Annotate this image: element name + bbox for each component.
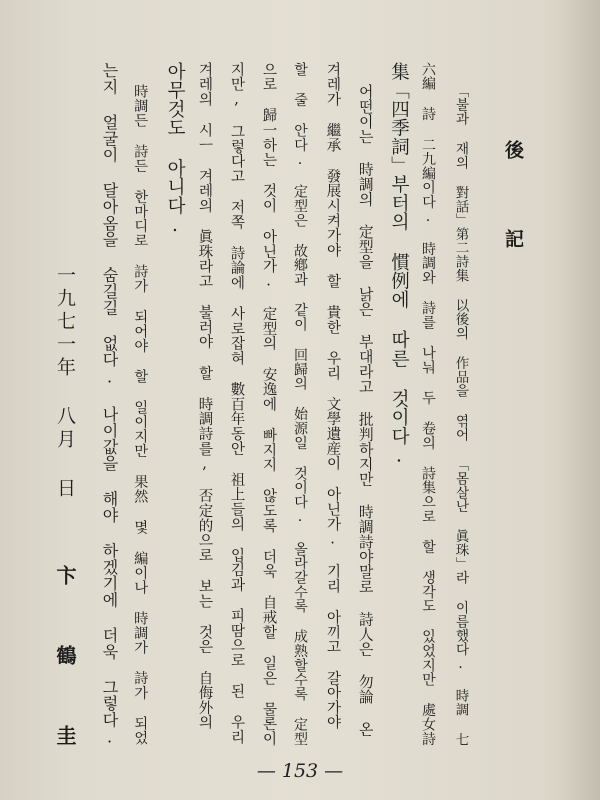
text-column: 集「四季詞」부터의 慣例에 따른 것이다. — [388, 62, 410, 467]
text-column: 겨레가 繼承 發展시켜가야 할 貴한 우리 文學遺産이 아닌가. 기리 아끼고 갈아가야 — [324, 62, 341, 730]
page-number: — 153 — — [256, 760, 344, 782]
text-column: 「불과 재의 對話」第二詩集 以後의 作品을 엮어 「몸살난 眞珠」라 이름했다. 時調 七 — [452, 84, 469, 747]
text-column: 으로 歸一하는 것이 아닌가. 定型의 安逸에 빠지지 않도록 더욱 自戒할 일은 물론이 — [260, 62, 277, 746]
text-column: 지만, 그렇다고 저쪽 詩論에 사로잡혀 數百年동안 祖上들의 입김과 피땀으로 된 우리 — [228, 62, 245, 745]
text-column: 겨레의 시ㅡ 겨레의 眞珠라고 불러야 할 時調詩를, 否定的으로 보는 것은 自侮外의 — [196, 62, 213, 730]
text-column: 六編 詩 二九編이다. 時調와 詩를 나눠 두 卷의 詩集으로 할 생각도 있었지만 處女詩 — [420, 62, 436, 746]
text-column: 할 줄 안다. 定型은 故鄕과 같이 回歸의 始源일 것이다. 올라갈수록 成熟할수록 定型 — [292, 62, 308, 746]
text-column: 時調든 詩든 한마디로 詩가 되어야 할 일이지만 果然 몇 編이나 時調가 詩가 되었 — [132, 84, 149, 746]
author-name: 卞 鶴 圭 — [53, 565, 77, 763]
page-edge-shade — [560, 0, 600, 800]
text-column: 아무것도 아니다. — [164, 62, 186, 237]
date-line: 一九七一年 八月 日 — [54, 265, 76, 501]
text-column: 어떤이는 時調의 定型을 낡은 부대라고 批判하지만 時調詩야말로 詩人은 勿論 온 — [356, 84, 374, 737]
text-column: 는지 얼굴이 달아옴을 숨길길 없다. 나이값을 해야 하겠기에 더욱 그렇다. — [100, 62, 119, 747]
section-heading: 後記 — [502, 140, 524, 318]
